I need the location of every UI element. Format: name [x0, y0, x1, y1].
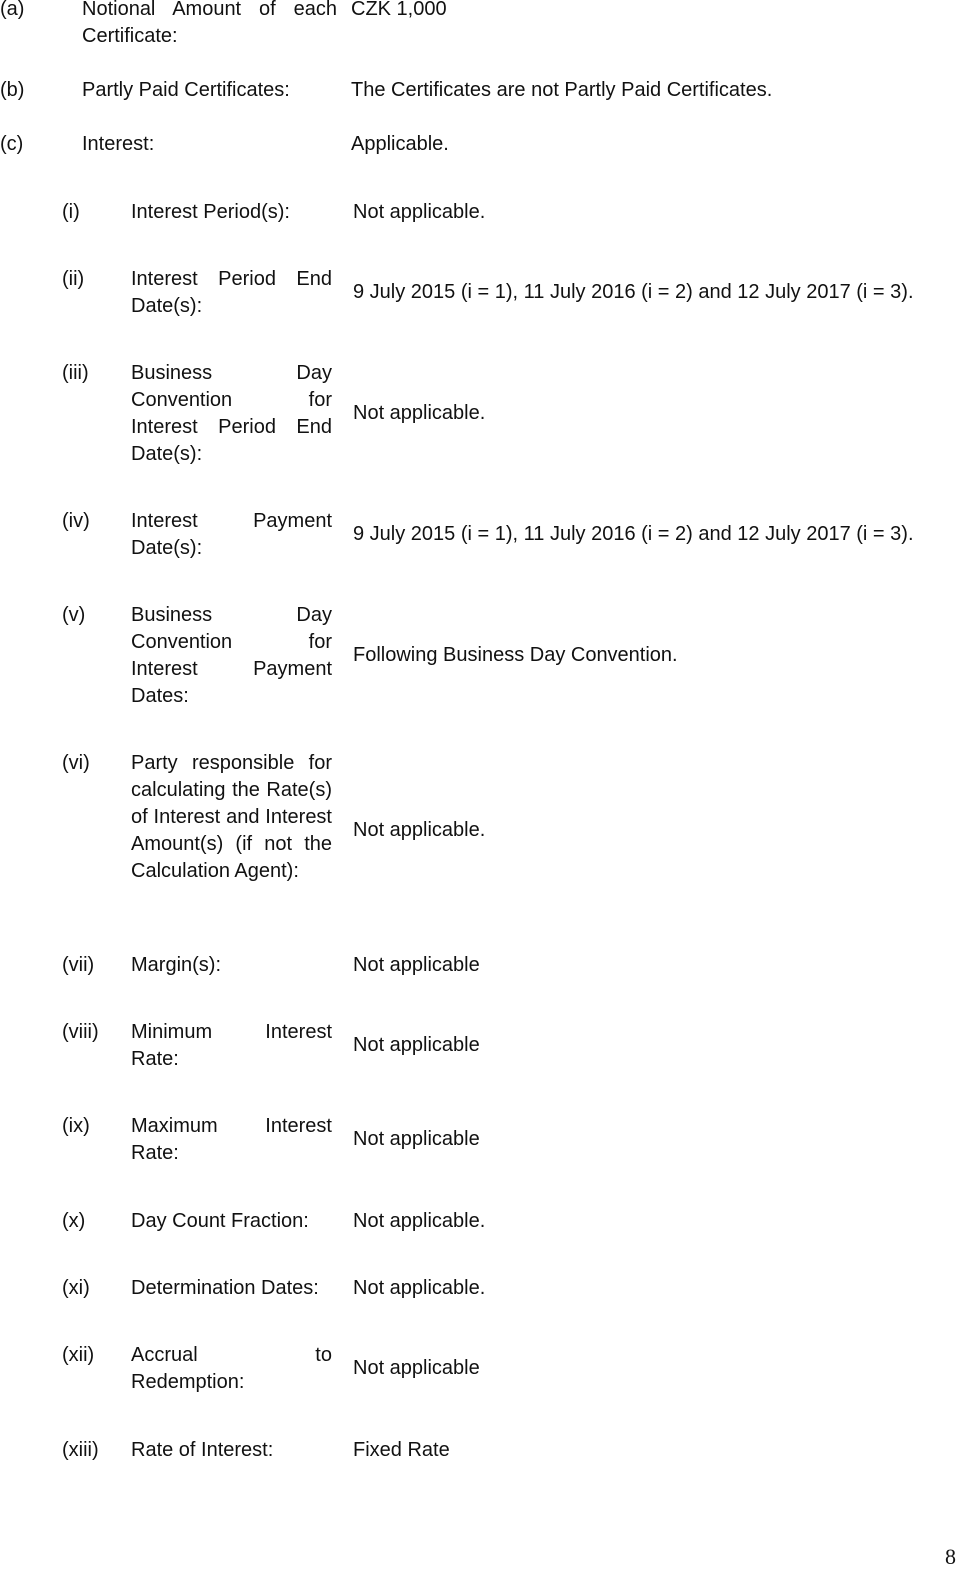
subitem-label: (vii) [62, 954, 95, 976]
item-value: The Certificates are not Partly Paid Certificates. [351, 79, 773, 101]
subitem-term: Business Day Convention for Interest Period End Date(s): [131, 362, 332, 465]
subitem-label: (iii) [62, 362, 89, 384]
subitem-label: (v) [62, 604, 86, 626]
subitem-term: Day Count Fraction: [131, 1210, 309, 1232]
subitem-term: Determination Dates: [131, 1277, 319, 1299]
subitem-value: Not applicable. [353, 819, 486, 841]
subitem-label: (xi) [62, 1277, 90, 1299]
subitem-label: (ii) [62, 268, 85, 290]
item-label: (c) [0, 133, 24, 155]
subitem-label: (xiii) [62, 1439, 99, 1461]
subitem-value: Not applicable [353, 1357, 480, 1379]
subitem-value: Not applicable [353, 1128, 480, 1150]
subitem-value: Fixed Rate [353, 1439, 450, 1461]
subitem-term: Interest Period(s): [131, 201, 290, 223]
subitem-value: Following Business Day Convention. [353, 644, 678, 666]
item-label: (b) [0, 79, 25, 101]
subitem-label: (iv) [62, 510, 90, 532]
subitem-label: (viii) [62, 1021, 99, 1043]
subitem-label: (ix) [62, 1115, 90, 1137]
subitem-term: Margin(s): [131, 954, 222, 976]
subitem-label: (i) [62, 201, 80, 223]
subitem-term: Interest Period End Date(s): [131, 268, 332, 317]
subitem-term: Maximum Interest Rate: [131, 1115, 332, 1164]
subitem-term: Party responsible for calculating the Rate(s) of Interest and Interest Amount(s) (if not the Calculation Agent): [131, 752, 332, 882]
item-term: Interest: [82, 133, 155, 155]
subitem-label: (vi) [62, 752, 90, 774]
subitem-value: Not applicable [353, 1034, 480, 1056]
item-label: (a) [0, 0, 25, 20]
subitem-value: 9 July 2015 (i = 1), 11 July 2016 (i = 2) and 12 July 2017 (i = 3). [353, 523, 914, 545]
item-term: Partly Paid Certificates: [82, 79, 290, 101]
item-value: CZK 1,000 [351, 0, 447, 20]
subitem-value: Not applicable [353, 954, 480, 976]
subitem-term: Business Day Convention for Interest Payment Dates: [131, 604, 332, 707]
subitem-label: (xii) [62, 1344, 95, 1366]
subitem-value: 9 July 2015 (i = 1), 11 July 2016 (i = 2) and 12 July 2017 (i = 3). [353, 281, 914, 303]
item-term: Notional Amount of each Certificate: [82, 0, 337, 47]
subitem-term: Rate of Interest: [131, 1439, 274, 1461]
subitem-value: Not applicable. [353, 402, 486, 424]
subitem-term: Accrual to Redemption: [131, 1344, 332, 1393]
subitem-term: Interest Payment Date(s): [131, 510, 332, 559]
subitem-value: Not applicable. [353, 201, 486, 223]
page-number: 8 [945, 1544, 956, 1569]
subitem-value: Not applicable. [353, 1277, 486, 1299]
item-value: Applicable. [351, 133, 449, 155]
subitem-label: (x) [62, 1210, 86, 1232]
subitem-term: Minimum Interest Rate: [131, 1021, 332, 1070]
subitem-value: Not applicable. [353, 1210, 486, 1232]
